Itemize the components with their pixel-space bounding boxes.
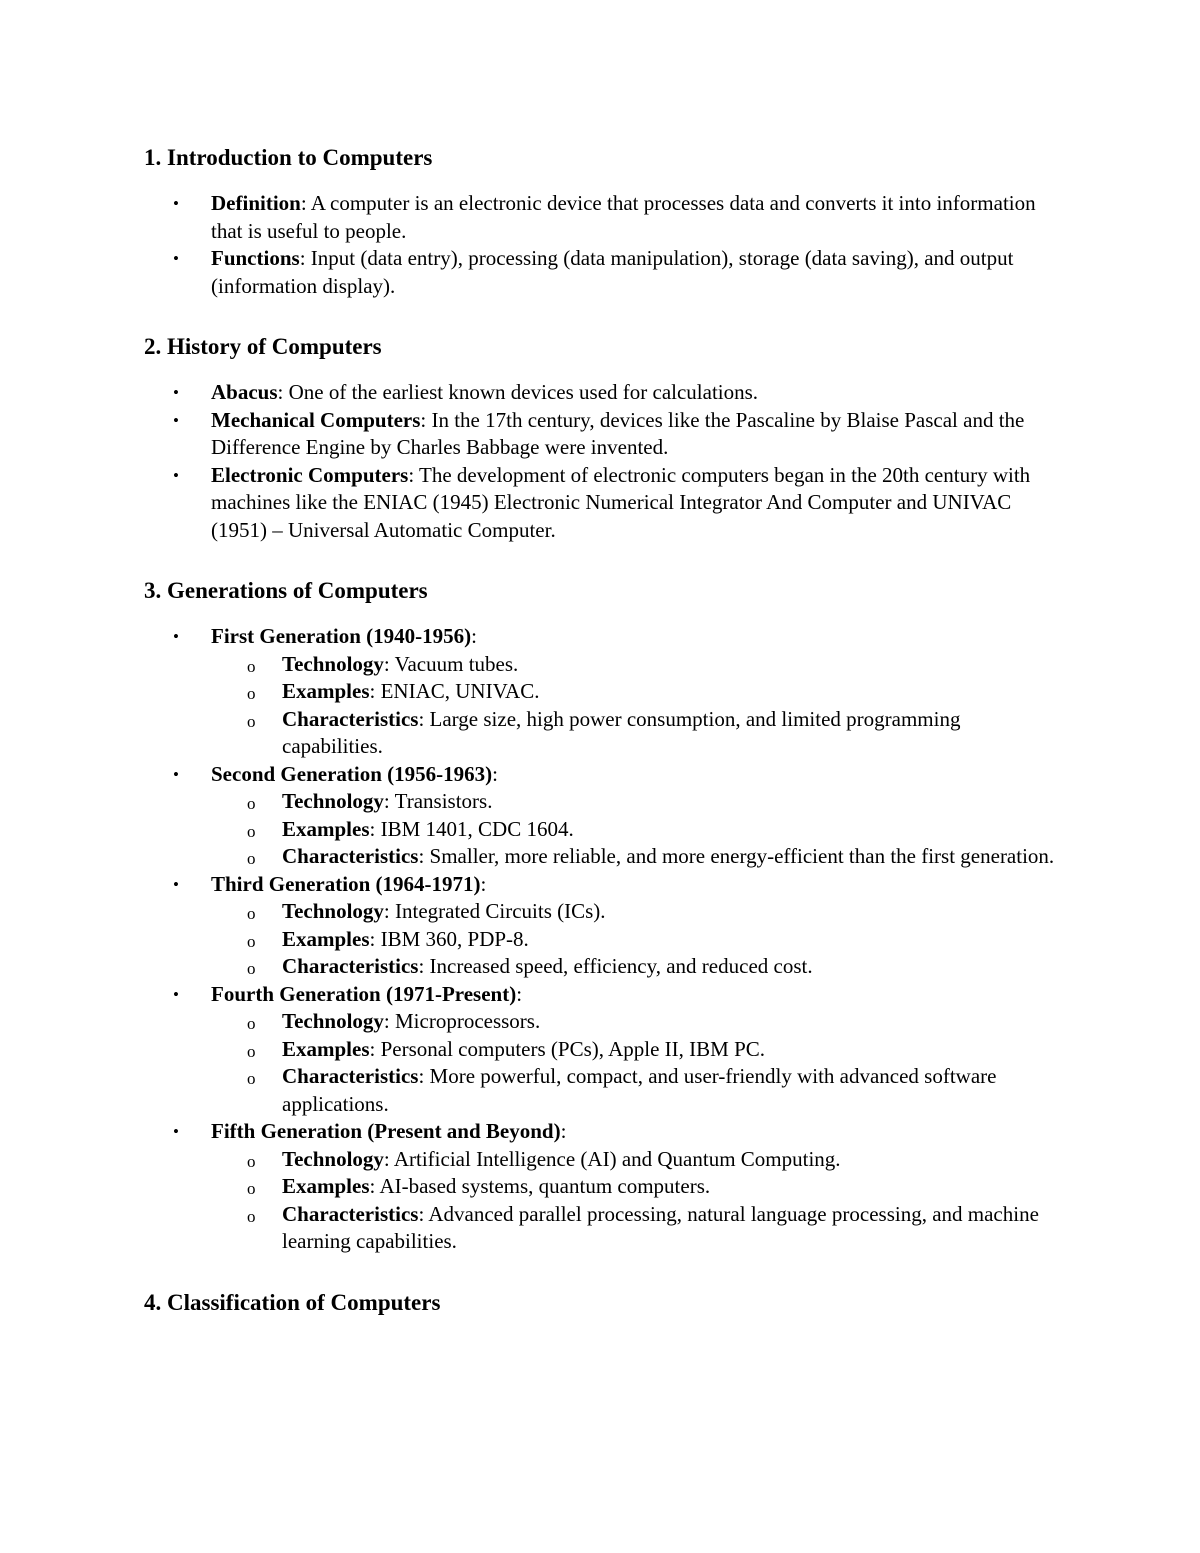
list-item (144, 462, 1056, 545)
section-classification (144, 1283, 1056, 1323)
sub-list (211, 1008, 1056, 1118)
sub-term: Examples (282, 679, 370, 703)
generation-item (144, 1118, 1056, 1256)
sub-bullet-icon: o (247, 656, 256, 676)
bullet-icon: • (173, 1122, 179, 1141)
sub-item (211, 678, 1056, 706)
section-heading: 3. Generations of Computers (144, 578, 428, 603)
bullet-icon: • (173, 194, 179, 213)
sub-text: : Integrated Circuits (ICs). (383, 899, 606, 923)
list-item (144, 379, 1056, 407)
sub-list (211, 788, 1056, 871)
generation-item (144, 761, 1056, 871)
bullet-icon: • (173, 984, 179, 1004)
sub-text: : ENIAC, UNIVAC. (369, 679, 540, 703)
section-generations (144, 571, 1056, 1256)
sub-list (211, 651, 1056, 761)
sub-text: : Smaller, more reliable, and more energy-efficient than the first generation. (418, 844, 1055, 868)
sub-term: Examples (282, 816, 370, 841)
sub-item (211, 1173, 1056, 1201)
sub-term: Characteristics (282, 1064, 419, 1088)
generation-item (144, 981, 1056, 1119)
sub-term: Technology (282, 651, 384, 676)
sub-bullet-icon: o (247, 931, 256, 951)
list-item (144, 245, 1056, 300)
sub-item (211, 788, 1056, 816)
sub-bullet-icon: o (247, 1041, 256, 1061)
item-text: : One of the earliest known devices used for calculations. (277, 380, 759, 404)
sub-bullet-icon: o (247, 849, 256, 868)
list-item (144, 190, 1056, 245)
item-text: : In the 17th century, devices like the Pascaline by Blaise Pascal and the Difference Engine by Charles Babbage were invented. (211, 407, 1025, 459)
sub-bullet-icon: o (247, 684, 256, 703)
sub-item (211, 1008, 1056, 1036)
sub-text: : Advanced parallel processing, natural language processing, and machine learning capabilities. (282, 1201, 1039, 1253)
sub-item (211, 953, 1056, 981)
bullet-icon: • (173, 249, 179, 268)
bullet-icon: • (173, 874, 179, 894)
item-term: Electronic Computers (211, 462, 409, 487)
sub-text: : Artificial Intelligence (AI) and Quantum Computing. (383, 1146, 841, 1171)
sub-text: : More powerful, compact, and user-friendly with advanced software applications. (282, 1064, 997, 1116)
generation-suffix: : (492, 761, 498, 786)
sub-bullet-icon: o (247, 794, 256, 813)
list-item (144, 407, 1056, 462)
sub-bullet-icon: o (247, 1179, 256, 1198)
sub-text: : Microprocessors. (383, 1009, 541, 1033)
section-history (144, 327, 1056, 544)
generation-title: Third Generation (1964-1971) (211, 871, 481, 896)
sub-text: : AI-based systems, quantum computers. (369, 1174, 711, 1198)
section-introduction (144, 138, 1056, 300)
sub-term: Examples (282, 1174, 370, 1198)
bullet-icon: • (173, 383, 179, 402)
item-text: : Input (data entry), processing (data manipulation), storage (data saving), and output (information display). (211, 246, 1014, 298)
sub-text: : IBM 1401, CDC 1604. (369, 816, 574, 841)
sub-term: Technology (282, 899, 384, 923)
sub-bullet-icon: o (247, 1014, 256, 1033)
sub-bullet-icon: o (247, 1069, 256, 1088)
sub-term: Technology (282, 789, 384, 813)
sub-term: Examples (282, 926, 370, 951)
sub-item (211, 843, 1056, 871)
sub-text: : IBM 360, PDP-8. (369, 926, 529, 951)
sub-bullet-icon: o (247, 1206, 256, 1226)
sub-bullet-icon: o (247, 821, 256, 841)
sub-item (211, 1146, 1056, 1174)
sub-text: : Personal computers (PCs), Apple II, IBM PC. (369, 1036, 765, 1061)
bullet-list (144, 623, 1056, 1256)
sub-text: : Transistors. (383, 789, 493, 813)
sub-term: Characteristics (282, 844, 419, 868)
sub-term: Characteristics (282, 954, 419, 978)
sub-term: Characteristics (282, 1201, 419, 1226)
generation-title: Second Generation (1956-1963) (211, 761, 493, 786)
document-content (144, 138, 1056, 1350)
generation-title: First Generation (1940-1956) (211, 624, 472, 648)
generation-suffix: : (480, 871, 487, 896)
item-term: Mechanical Computers (211, 407, 421, 432)
item-text: : The development of electronic computers began in the 20th century with machines like the ENIAC (1945) Electronic Numerical Integrator And Computer and UNIVAC (1951) – Universal Automatic Computer. (211, 462, 1031, 542)
bullet-icon: • (173, 627, 179, 646)
generation-title: Fifth Generation (Present and Beyond) (211, 1119, 561, 1143)
generation-suffix: : (471, 624, 477, 648)
section-heading: 1. Introduction to Computers (144, 145, 433, 170)
bullet-list (144, 190, 1056, 300)
sub-bullet-icon: o (247, 904, 256, 923)
sub-item (211, 706, 1056, 761)
sub-bullet-icon: o (247, 1151, 256, 1171)
item-term: Functions (211, 246, 300, 270)
sub-item (211, 898, 1056, 926)
generation-item (144, 623, 1056, 761)
sub-bullet-icon: o (247, 711, 256, 731)
sub-item (211, 1201, 1056, 1256)
bullet-icon: • (173, 465, 179, 485)
generation-title: Fourth Generation (1971-Present) (211, 981, 517, 1006)
sub-item (211, 926, 1056, 954)
sub-list (211, 898, 1056, 981)
section-heading: 4. Classification of Computers (144, 1289, 441, 1315)
generation-suffix: : (560, 1119, 567, 1143)
bullet-icon: • (173, 410, 179, 430)
sub-term: Technology (282, 1146, 384, 1171)
sub-term: Technology (282, 1009, 384, 1033)
item-term: Abacus (211, 380, 278, 404)
section-heading: 2. History of Computers (144, 334, 382, 359)
sub-text: : Increased speed, efficiency, and reduced cost. (418, 954, 813, 978)
sub-list (211, 1146, 1056, 1256)
sub-bullet-icon: o (247, 959, 256, 978)
sub-item (211, 1036, 1056, 1064)
bullet-list (144, 379, 1056, 544)
sub-text: : Large size, high power consumption, and limited programming capabilities. (282, 706, 961, 758)
item-text: : A computer is an electronic device that processes data and converts it into information that is useful to people. (211, 191, 1036, 243)
sub-item (211, 816, 1056, 844)
sub-term: Examples (282, 1036, 370, 1061)
sub-term: Characteristics (282, 706, 419, 731)
generation-item (144, 871, 1056, 981)
generation-suffix: : (516, 981, 523, 1006)
bullet-icon: • (173, 764, 179, 784)
sub-item (211, 651, 1056, 679)
sub-text: : Vacuum tubes. (383, 651, 519, 676)
item-term: Definition (211, 191, 301, 215)
sub-item (211, 1063, 1056, 1118)
